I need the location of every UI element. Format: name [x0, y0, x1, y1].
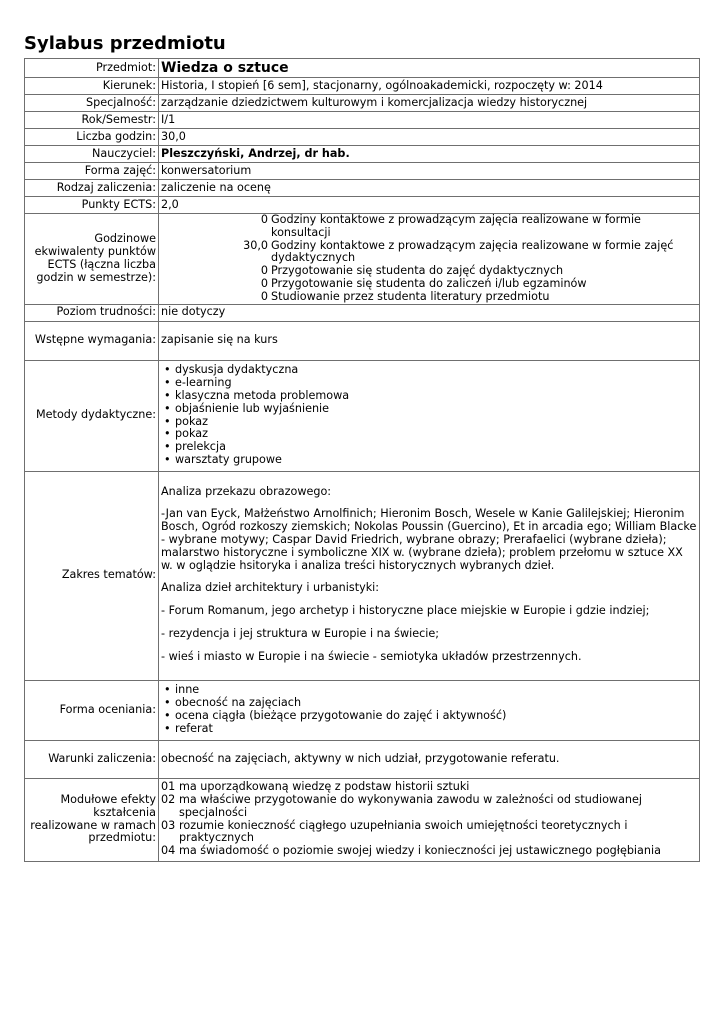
- row-punkty-ects: [25, 197, 700, 214]
- value-poziom-trudnosci: nie dotyczy: [159, 304, 700, 321]
- label-rok: Rok/Semestr:: [25, 112, 159, 129]
- label-rodzaj-zaliczenia: Rodzaj zaliczenia:: [25, 180, 159, 197]
- zakres-paragraph: -Jan van Eyck, Małżeństwo Arnolfinich; Hieronim Bosch, Wesele w Kanie Galilejskiej; Hieronim Bosch, Ogród rozkoszy ziemskich; Nokolas Poussin (Guercino), Et in arcadia ego; William Blacke - wybrane motywy; Caspar David Friedrich, wybrane obrazy; Prerafaelici (wybrane dzieła); malarstwo historyczne i symboliczne XIX w. (wybrane dzieła); problem przełomu w sztuce XX w. w oglądzie hsitoryka i analiza treści historycznych wybranych dzieł.: [161, 507, 697, 572]
- ects-item: 0 Studiowanie przez studenta literatury przedmiotu: [260, 289, 550, 303]
- ocenianie-list: [161, 684, 697, 735]
- zakres-paragraph: - rezydencja i jej struktura w Europie i na świecie;: [161, 626, 440, 640]
- row-efekty-ksztalcenia: [25, 778, 700, 861]
- row-godziny: [25, 129, 700, 146]
- zakres-paragraph: Analiza dzieł architektury i urbanistyki:: [161, 581, 380, 595]
- value-kierunek: Historia, I stopień [6 sem], stacjonarny, ogólnoakademicki, rozpoczęty w: 2014: [159, 78, 700, 95]
- value-specjalnosc: zarządzanie dziedzictwem kulturowym i komercjalizacja wiedzy historycznej: [159, 95, 700, 112]
- list-item: • pokaz: [161, 428, 697, 441]
- list-item: • dyskusja dydaktyczna: [161, 364, 697, 377]
- efekt-item: 03 rozumie konieczność ciągłego uzupełniania swoich umiejętności teoretycznych i praktycznych: [161, 818, 628, 845]
- value-forma-oceniania: [159, 680, 700, 740]
- value-ekwiwalent-ects: [159, 214, 700, 305]
- row-zakres-tematow: [25, 471, 700, 680]
- ects-item: 0 Przygotowanie się studenta do zajęć dydaktycznych: [260, 264, 564, 278]
- label-warunki-zaliczenia: Warunki zaliczenia:: [25, 740, 159, 778]
- value-warunki-zaliczenia: obecność na zajęciach, aktywny w nich udział, przygotowanie referatu.: [159, 740, 700, 778]
- row-metody-dydaktyczne: [25, 360, 700, 471]
- row-wstepne-wymagania: [25, 321, 700, 360]
- value-rodzaj-zaliczenia: zaliczenie na ocenę: [159, 180, 700, 197]
- efekt-item: 01 ma uporządkowaną wiedzę z podstaw historii sztuki: [161, 780, 470, 794]
- label-efekty-ksztalcenia: Modułowe efekty kształcenia realizowane w ramach przedmiotu:: [25, 778, 159, 861]
- value-forma-zajec: konwersatorium: [159, 163, 700, 180]
- label-przedmiot: Przedmiot:: [25, 59, 159, 78]
- syllabus-table: [24, 58, 700, 862]
- label-poziom-trudnosci: Poziom trudności:: [25, 304, 159, 321]
- zakres-paragraph: - wieś i miasto w Europie i na świecie - semiotyka układów przestrzennych.: [161, 649, 582, 663]
- list-item: • referat: [161, 723, 697, 736]
- list-item: • obecność na zajęciach: [161, 697, 697, 710]
- ects-item: 0 Godziny kontaktowe z prowadzącym zajęcia realizowane w formie konsultacji: [260, 213, 641, 239]
- list-item: • warsztaty grupowe: [161, 454, 697, 467]
- row-forma-zajec: [25, 163, 700, 180]
- label-punkty-ects: Punkty ECTS:: [25, 197, 159, 214]
- list-item: • prelekcja: [161, 441, 697, 454]
- label-godziny: Liczba godzin:: [25, 129, 159, 146]
- list-item: • e-learning: [161, 377, 697, 390]
- row-rok: [25, 112, 700, 129]
- label-forma-zajec: Forma zajęć:: [25, 163, 159, 180]
- metody-list: [161, 364, 697, 466]
- value-przedmiot: Wiedza o sztuce: [159, 59, 700, 78]
- value-punkty-ects: 2,0: [159, 197, 700, 214]
- value-zakres-tematow: [159, 471, 700, 680]
- value-nauczyciel: Pleszczyński, Andrzej, dr hab.: [159, 146, 700, 163]
- ects-item: 30,0 Godziny kontaktowe z prowadzącym zajęcia realizowane w formie zajęć dydaktycznych: [243, 238, 674, 265]
- row-poziom-trudnosci: [25, 304, 700, 321]
- label-nauczyciel: Nauczyciel:: [25, 146, 159, 163]
- list-item: • inne: [161, 684, 697, 697]
- label-forma-oceniania: Forma oceniania:: [25, 680, 159, 740]
- row-kierunek: [25, 78, 700, 95]
- efekt-item: 02 ma właściwe przygotowanie do wykonywania zawodu w zależności od studiowanej specjalności: [161, 792, 643, 819]
- label-zakres-tematow: Zakres tematów:: [25, 471, 159, 680]
- label-ekwiwalent-ects: Godzinowe ekwiwalenty punktów ECTS (łączna liczba godzin w semestrze):: [25, 214, 159, 305]
- list-item: • ocena ciągła (bieżące przygotowanie do zajęć i aktywność): [161, 710, 697, 723]
- list-item: • pokaz: [161, 416, 697, 429]
- label-wstepne-wymagania: Wstępne wymagania:: [25, 321, 159, 360]
- ects-item: 0 Przygotowanie się studenta do zaliczeń i/lub egzaminów: [260, 276, 587, 290]
- label-specjalnosc: Specjalność:: [25, 95, 159, 112]
- row-forma-oceniania: [25, 680, 700, 740]
- list-item: • objaśnienie lub wyjaśnienie: [161, 403, 697, 416]
- efekt-item: 04 ma świadomość o poziomie swojej wiedzy i konieczności jej ustawicznego pogłębiania: [161, 844, 661, 858]
- zakres-paragraph: Analiza przekazu obrazowego:: [161, 484, 332, 498]
- row-ekwiwalent-ects: [25, 214, 700, 305]
- zakres-paragraph: - Forum Romanum, jego archetyp i historyczne place miejskie w Europie i gdzie indziej;: [161, 604, 650, 618]
- row-warunki-zaliczenia: [25, 740, 700, 778]
- label-metody-dydaktyczne: Metody dydaktyczne:: [25, 360, 159, 471]
- list-item: • klasyczna metoda problemowa: [161, 390, 697, 403]
- value-wstepne-wymagania: zapisanie się na kurs: [159, 321, 700, 360]
- value-rok: I/1: [159, 112, 700, 129]
- row-specjalnosc: [25, 95, 700, 112]
- row-nauczyciel: [25, 146, 700, 163]
- page-title: Sylabus przedmiotu: [24, 33, 226, 54]
- value-efekty-ksztalcenia: [159, 778, 700, 861]
- label-kierunek: Kierunek:: [25, 78, 159, 95]
- row-rodzaj-zaliczenia: [25, 180, 700, 197]
- value-godziny: 30,0: [159, 129, 700, 146]
- value-metody-dydaktyczne: [159, 360, 700, 471]
- row-przedmiot: [25, 59, 700, 78]
